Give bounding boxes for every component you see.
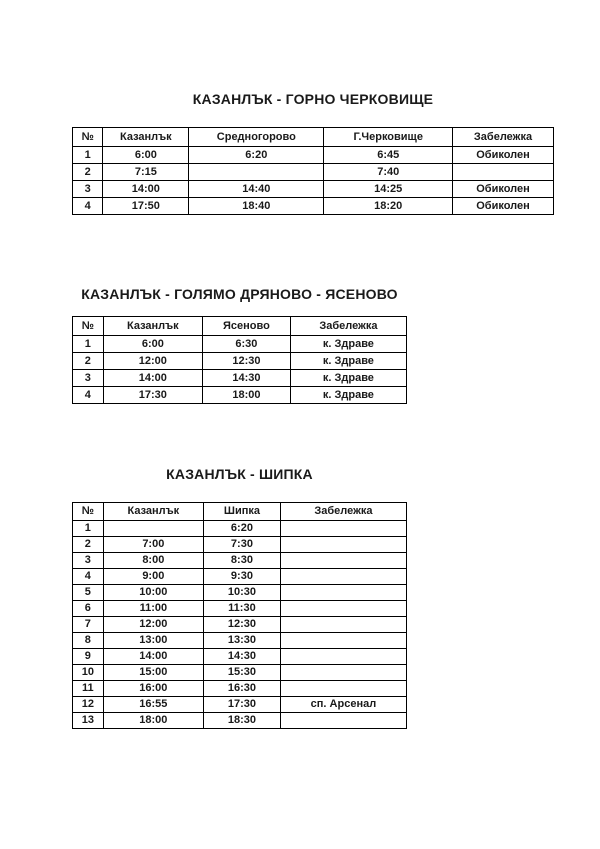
table-cell <box>103 521 203 537</box>
table-row <box>73 553 407 569</box>
table-cell: 6:30 <box>203 336 291 353</box>
table-cell: 4 <box>73 387 104 404</box>
table-cell: 14:30 <box>203 370 291 387</box>
table-row <box>73 665 407 681</box>
table-cell <box>189 164 324 181</box>
table-cell: 18:30 <box>204 713 281 729</box>
table-cell: 12:30 <box>204 617 281 633</box>
table-header-row <box>73 503 407 521</box>
table-cell: 12 <box>73 697 104 713</box>
table-cell: 8:00 <box>103 553 203 569</box>
table-cell <box>280 521 406 537</box>
table-cell: 16:30 <box>204 681 281 697</box>
column-header: Казанлък <box>103 503 203 521</box>
table-cell: 7 <box>73 617 104 633</box>
table-cell: 11:30 <box>204 601 281 617</box>
table-cell: 11:00 <box>103 601 203 617</box>
table-row <box>73 181 554 198</box>
table-row <box>73 198 554 215</box>
table-cell: 13:00 <box>103 633 203 649</box>
table-cell <box>453 164 554 181</box>
table-cell: Обиколен <box>453 147 554 164</box>
table-cell: 17:30 <box>103 387 202 404</box>
table-cell <box>280 537 406 553</box>
table-cell: 14:00 <box>103 649 203 665</box>
table-cell: 6:00 <box>103 336 202 353</box>
table-row <box>73 537 407 553</box>
table-row <box>73 697 407 713</box>
column-header: № <box>73 503 104 521</box>
table-cell: 12:00 <box>103 353 202 370</box>
table-cell: 10:30 <box>204 585 281 601</box>
table-cell: 18:00 <box>103 713 203 729</box>
table-cell: 13 <box>73 713 104 729</box>
table-cell: 17:50 <box>103 198 189 215</box>
table-cell: Обиколен <box>453 198 554 215</box>
table-cell: 16:55 <box>103 697 203 713</box>
table-cell: к. Здраве <box>290 336 406 353</box>
table-cell: 16:00 <box>103 681 203 697</box>
column-header: Забележка <box>453 128 554 147</box>
table-row <box>73 681 407 697</box>
table-row <box>73 521 407 537</box>
table-cell: 1 <box>73 521 104 537</box>
table-cell: 7:00 <box>103 537 203 553</box>
table-header-row <box>73 128 554 147</box>
table-cell: 6:20 <box>204 521 281 537</box>
table-row <box>73 569 407 585</box>
table-cell: 2 <box>73 164 103 181</box>
table-cell: к. Здраве <box>290 387 406 404</box>
table-cell <box>280 713 406 729</box>
table-header-row <box>73 317 407 336</box>
table-cell: 15:30 <box>204 665 281 681</box>
table-cell: 18:00 <box>203 387 291 404</box>
table-row <box>73 147 554 164</box>
table-row <box>73 601 407 617</box>
table-cell <box>280 585 406 601</box>
table-cell: 2 <box>73 537 104 553</box>
table-cell <box>280 601 406 617</box>
table-cell: сп. Арсенал <box>280 697 406 713</box>
table-cell: 12:00 <box>103 617 203 633</box>
column-header: № <box>73 128 103 147</box>
table-cell: Обиколен <box>453 181 554 198</box>
table-cell: 14:30 <box>204 649 281 665</box>
schedule-title-shipka: КАЗАНЛЪК - ШИПКА <box>166 466 313 482</box>
table-cell: 12:30 <box>203 353 291 370</box>
table-row <box>73 633 407 649</box>
table-cell: к. Здраве <box>290 370 406 387</box>
table-row <box>73 387 407 404</box>
timetable-golyamo-dryanovo-yasenovo <box>72 316 407 404</box>
table-cell: 6:00 <box>103 147 189 164</box>
table-row <box>73 585 407 601</box>
table-cell: 6:45 <box>324 147 453 164</box>
table-cell: 4 <box>73 569 104 585</box>
table-cell: 6 <box>73 601 104 617</box>
table-cell: 9:00 <box>103 569 203 585</box>
table-row <box>73 353 407 370</box>
column-header: Средногорово <box>189 128 324 147</box>
table-cell <box>280 665 406 681</box>
table-cell: 8:30 <box>204 553 281 569</box>
table-cell: 18:40 <box>189 198 324 215</box>
table-cell: 10:00 <box>103 585 203 601</box>
table-cell: 10 <box>73 665 104 681</box>
table-cell: 4 <box>73 198 103 215</box>
table-cell <box>280 633 406 649</box>
column-header: Забележка <box>280 503 406 521</box>
timetable-shipka <box>72 502 407 729</box>
column-header: Забележка <box>290 317 406 336</box>
table-cell: 2 <box>73 353 104 370</box>
table-row <box>73 336 407 353</box>
schedule-title-golyamo-dryanovo-yasenovo: КАЗАНЛЪК - ГОЛЯМО ДРЯНОВО - ЯСЕНОВО <box>81 286 398 302</box>
table-row <box>73 649 407 665</box>
schedule-section-shipka <box>72 466 407 729</box>
table-cell <box>280 681 406 697</box>
table-cell: 1 <box>73 336 104 353</box>
table-cell <box>280 649 406 665</box>
table-row <box>73 617 407 633</box>
table-cell: 13:30 <box>204 633 281 649</box>
timetable-gorno-cherkovishte <box>72 127 554 215</box>
table-row <box>73 164 554 181</box>
column-header: Казанлък <box>103 128 189 147</box>
table-cell: 8 <box>73 633 104 649</box>
table-row <box>73 370 407 387</box>
table-cell: 11 <box>73 681 104 697</box>
table-cell: 7:40 <box>324 164 453 181</box>
table-cell: 1 <box>73 147 103 164</box>
table-cell <box>280 553 406 569</box>
table-cell <box>280 569 406 585</box>
table-cell: 14:00 <box>103 181 189 198</box>
column-header: Казанлък <box>103 317 202 336</box>
column-header: Шипка <box>204 503 281 521</box>
table-cell: 9 <box>73 649 104 665</box>
table-cell: 3 <box>73 370 104 387</box>
table-cell: к. Здраве <box>290 353 406 370</box>
table-cell: 18:20 <box>324 198 453 215</box>
schedule-title-gorno-cherkovishte: КАЗАНЛЪК - ГОРНО ЧЕРКОВИЩЕ <box>192 91 434 107</box>
table-cell: 14:25 <box>324 181 453 198</box>
table-cell: 9:30 <box>204 569 281 585</box>
column-header: № <box>73 317 104 336</box>
schedule-section-gorno-cherkovishte <box>72 91 554 215</box>
table-cell: 3 <box>73 553 104 569</box>
table-cell: 7:30 <box>204 537 281 553</box>
schedule-section-golyamo-dryanovo-yasenovo <box>72 286 407 404</box>
table-row <box>73 713 407 729</box>
column-header: Ясеново <box>203 317 291 336</box>
column-header: Г.Черковище <box>324 128 453 147</box>
table-cell: 14:00 <box>103 370 202 387</box>
table-cell: 14:40 <box>189 181 324 198</box>
table-cell: 7:15 <box>103 164 189 181</box>
table-cell: 17:30 <box>204 697 281 713</box>
table-cell: 3 <box>73 181 103 198</box>
table-cell: 5 <box>73 585 104 601</box>
table-cell: 15:00 <box>103 665 203 681</box>
table-cell: 6:20 <box>189 147 324 164</box>
table-cell <box>280 617 406 633</box>
